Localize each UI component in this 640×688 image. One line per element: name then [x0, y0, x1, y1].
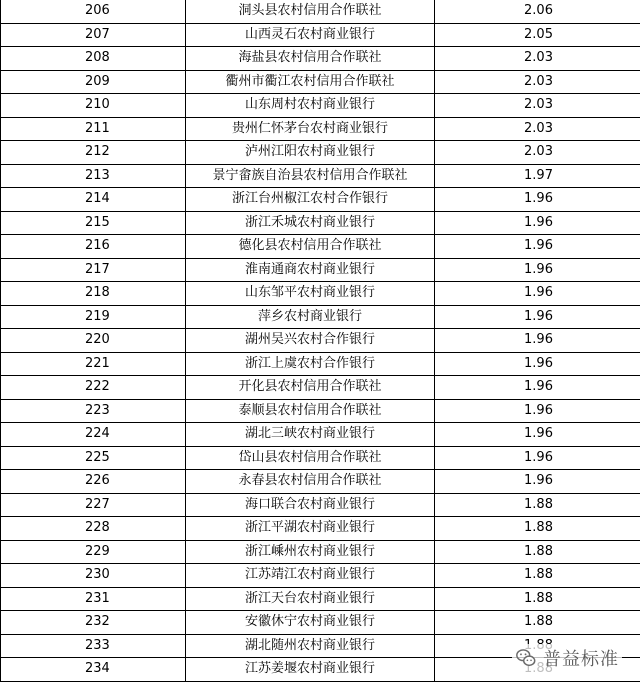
name-cell: 泰顺县农村信用合作联社 [186, 399, 435, 423]
rank-cell: 225 [1, 446, 186, 470]
table-row [1, 587, 640, 611]
rank-cell: 213 [1, 164, 186, 188]
table-body [1, 0, 640, 681]
value-cell: 1.96 [435, 329, 640, 353]
table-row [1, 94, 640, 118]
value-cell: 1.96 [435, 446, 640, 470]
rank-cell: 231 [1, 587, 186, 611]
table-row [1, 446, 640, 470]
table-row [1, 376, 640, 400]
name-cell: 海盐县农村信用合作联社 [186, 47, 435, 71]
value-cell: 1.96 [435, 352, 640, 376]
value-cell: 2.03 [435, 70, 640, 94]
rank-cell: 232 [1, 611, 186, 635]
table-row [1, 282, 640, 306]
name-cell: 浙江上虞农村合作银行 [186, 352, 435, 376]
table-row [1, 188, 640, 212]
value-cell: 1.96 [435, 211, 640, 235]
name-cell: 江苏靖江农村商业银行 [186, 564, 435, 588]
table-row [1, 564, 640, 588]
name-cell: 永春县农村信用合作联社 [186, 470, 435, 494]
rank-cell: 234 [1, 658, 186, 682]
value-cell: 1.96 [435, 188, 640, 212]
table-row [1, 517, 640, 541]
value-cell: 1.88 [435, 564, 640, 588]
rank-cell: 215 [1, 211, 186, 235]
name-cell: 浙江禾城农村商业银行 [186, 211, 435, 235]
rank-cell: 230 [1, 564, 186, 588]
table-row [1, 352, 640, 376]
name-cell: 湖北三峡农村商业银行 [186, 423, 435, 447]
name-cell: 江苏姜堰农村商业银行 [186, 658, 435, 682]
name-cell: 安徽休宁农村商业银行 [186, 611, 435, 635]
name-cell: 萍乡农村商业银行 [186, 305, 435, 329]
watermark [512, 644, 622, 672]
rank-cell: 229 [1, 540, 186, 564]
rank-cell: 226 [1, 470, 186, 494]
table-row [1, 329, 640, 353]
value-cell: 1.96 [435, 305, 640, 329]
value-cell: 2.03 [435, 141, 640, 165]
name-cell: 浙江台州椒江农村合作银行 [186, 188, 435, 212]
name-cell: 开化县农村信用合作联社 [186, 376, 435, 400]
rank-cell: 221 [1, 352, 186, 376]
rank-cell: 222 [1, 376, 186, 400]
table-row [1, 305, 640, 329]
value-cell: 1.96 [435, 235, 640, 259]
table-row [1, 0, 640, 23]
name-cell: 山东邹平农村商业银行 [186, 282, 435, 306]
table-row [1, 23, 640, 47]
value-cell: 1.88 [435, 540, 640, 564]
name-cell: 浙江平湖农村商业银行 [186, 517, 435, 541]
name-cell: 贵州仁怀茅台农村商业银行 [186, 117, 435, 141]
name-cell: 浙江嵊州农村商业银行 [186, 540, 435, 564]
name-cell: 湖北随州农村商业银行 [186, 634, 435, 658]
rank-cell: 233 [1, 634, 186, 658]
name-cell: 景宁畲族自治县农村信用合作联社 [186, 164, 435, 188]
value-cell: 1.96 [435, 399, 640, 423]
table-row [1, 470, 640, 494]
value-cell: 1.96 [435, 258, 640, 282]
name-cell: 德化县农村信用合作联社 [186, 235, 435, 259]
table-row [1, 117, 640, 141]
table-row [1, 423, 640, 447]
name-cell: 衢州市衢江农村信用合作联社 [186, 70, 435, 94]
rank-cell: 208 [1, 47, 186, 71]
value-cell: 2.03 [435, 94, 640, 118]
rank-cell: 216 [1, 235, 186, 259]
value-cell: 2.05 [435, 23, 640, 47]
rank-cell: 211 [1, 117, 186, 141]
value-cell: 1.96 [435, 376, 640, 400]
name-cell: 淮南通商农村商业银行 [186, 258, 435, 282]
rank-cell: 207 [1, 23, 186, 47]
value-cell: 1.88 [435, 587, 640, 611]
value-cell: 1.97 [435, 164, 640, 188]
value-cell: 2.03 [435, 117, 640, 141]
table-row [1, 235, 640, 259]
rank-cell: 214 [1, 188, 186, 212]
name-cell: 浙江天台农村商业银行 [186, 587, 435, 611]
value-cell: 1.88 [435, 611, 640, 635]
rank-cell: 209 [1, 70, 186, 94]
table-row [1, 540, 640, 564]
name-cell: 海口联合农村商业银行 [186, 493, 435, 517]
rank-cell: 219 [1, 305, 186, 329]
name-cell: 泸州江阳农村商业银行 [186, 141, 435, 165]
value-cell: 2.03 [435, 47, 640, 71]
rank-cell: 223 [1, 399, 186, 423]
rank-cell: 212 [1, 141, 186, 165]
value-cell: 1.96 [435, 282, 640, 306]
table-row [1, 258, 640, 282]
rank-cell: 206 [1, 0, 186, 23]
table-row [1, 47, 640, 71]
table-row [1, 141, 640, 165]
table-row [1, 70, 640, 94]
wechat-icon [515, 647, 537, 669]
name-cell: 山东周村农村商业银行 [186, 94, 435, 118]
table-row [1, 399, 640, 423]
table-row [1, 611, 640, 635]
rank-cell: 217 [1, 258, 186, 282]
name-cell: 湖州吴兴农村合作银行 [186, 329, 435, 353]
table-row [1, 164, 640, 188]
table-row [1, 493, 640, 517]
value-cell: 1.88 [435, 493, 640, 517]
value-cell: 1.88 [435, 517, 640, 541]
value-cell: 1.96 [435, 470, 640, 494]
rank-cell: 210 [1, 94, 186, 118]
rank-cell: 227 [1, 493, 186, 517]
value-cell: 2.06 [435, 0, 640, 23]
name-cell: 岱山县农村信用合作联社 [186, 446, 435, 470]
watermark-text: 普益标准 [543, 649, 619, 670]
rank-cell: 220 [1, 329, 186, 353]
table-row [1, 211, 640, 235]
name-cell: 山西灵石农村商业银行 [186, 23, 435, 47]
rank-cell: 228 [1, 517, 186, 541]
rank-cell: 218 [1, 282, 186, 306]
name-cell: 洞头县农村信用合作联社 [186, 0, 435, 23]
rank-cell: 224 [1, 423, 186, 447]
value-cell: 1.96 [435, 423, 640, 447]
